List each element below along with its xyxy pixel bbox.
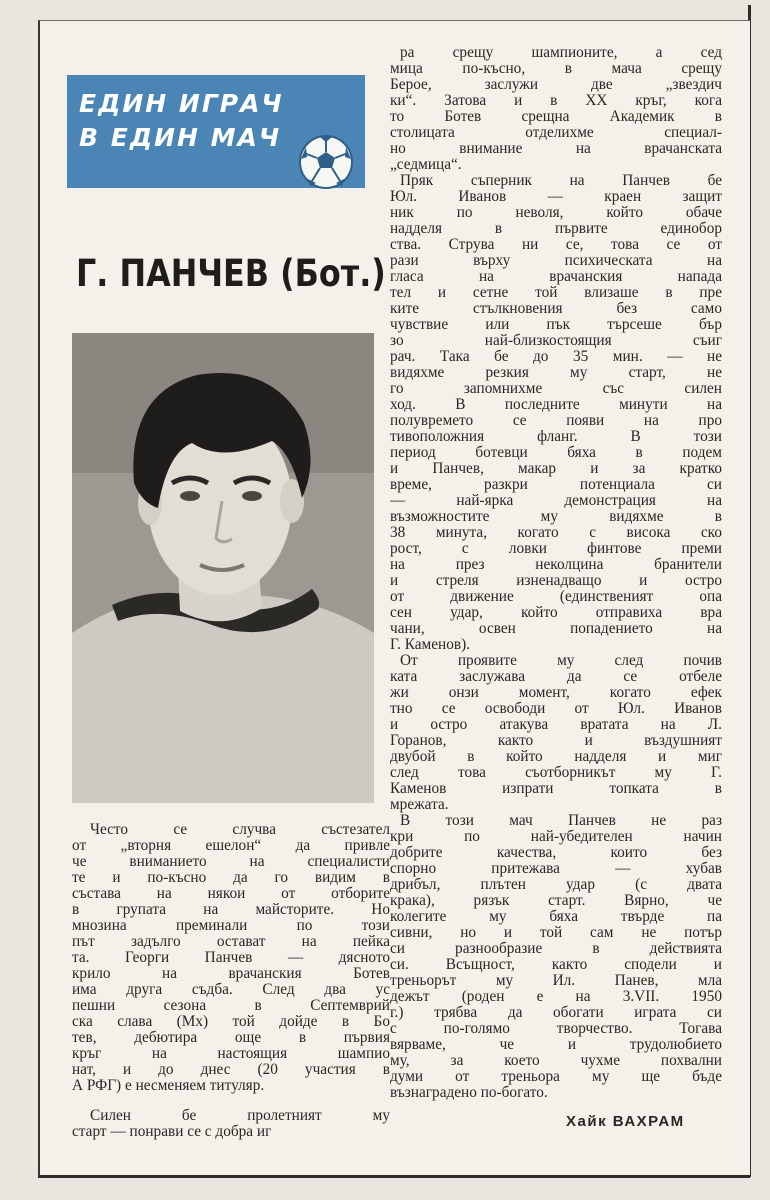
article-line: Често се случва състезател <box>90 822 390 838</box>
player-photo <box>72 333 374 803</box>
article-line: Пряк съперник на Панчев бе <box>400 173 722 189</box>
article-line: двубой в който надделя и миг <box>390 749 722 765</box>
article-paragraph <box>390 45 722 173</box>
article-line: тивоположния фланг. В този <box>390 429 722 445</box>
article-line: полувремето се появи на про <box>390 413 722 429</box>
article-line: то Ботев срещна Академик в <box>390 109 722 125</box>
article-line: че вниманието на специалисти <box>72 854 390 870</box>
article-line: тел и сетне той влизаше в пре <box>390 285 722 301</box>
article-line: А РФГ) е несменяем титуляр. <box>72 1078 265 1094</box>
article-line: спорно притежава — хубав <box>390 861 722 877</box>
rubric-line-1: ЕДИН ИГРАЧ <box>79 89 284 118</box>
article-line: ките стълкновения без само <box>390 301 722 317</box>
article-line: си разнообразие в действията <box>390 941 722 957</box>
article-line: с по-голямо творчество. Тогава <box>390 1021 722 1037</box>
article-line: ра срещу шампионите, а сед <box>400 45 722 61</box>
article-line: крака), рязък старт. Вярно, че <box>390 893 722 909</box>
article-line: крило на врачанския Ботев <box>72 966 390 982</box>
football-icon <box>297 133 355 191</box>
article-line: вярваме, че и трудолюбието <box>390 1037 722 1053</box>
article-line: ход. В последните минути на <box>390 397 722 413</box>
article-line: възможностите му видяхме в <box>390 509 722 525</box>
article-line: и остро атакува вратата на Л. <box>390 717 722 733</box>
article-paragraph <box>72 822 390 1094</box>
article-line: кръг на настоящия шампио <box>72 1046 390 1062</box>
article-line: видяхме резкия му старт, не <box>390 365 722 381</box>
player-portrait-image <box>72 333 374 803</box>
article-line: ска слава (Мх) той дойде в Бо <box>72 1014 390 1030</box>
article-line: Силен бе пролетният му <box>90 1108 390 1124</box>
article-paragraph <box>72 1108 390 1140</box>
article-line: та. Георги Панчев — дясното <box>72 950 390 966</box>
article-line: тев, дебютира още в първия <box>72 1030 390 1046</box>
right-text-column <box>390 45 722 1101</box>
article-line: мица по-късно, в мача срещу <box>390 61 722 77</box>
article-line: дежът (роден е на 3.VII. 1950 <box>390 989 722 1005</box>
article-line: мнозина преминали по този <box>72 918 390 934</box>
article-line: ки“. Затова и в XX кръг, кога <box>390 93 722 109</box>
article-paragraph <box>390 653 722 813</box>
article-line: „седмица“. <box>390 157 462 173</box>
article-line: столицата отделихме специал- <box>390 125 722 141</box>
article-line: Юл. Иванов — краен защит <box>390 189 722 205</box>
article-line: на през неколцина бранители <box>390 557 722 573</box>
article-line: тно се освободи от Юл. Иванов <box>390 701 722 717</box>
article-line: възнаградено по-богато. <box>390 1085 548 1101</box>
article-line: зо най-близкостоящия съиг <box>390 333 722 349</box>
article-line: старт — понрави се с добра иг <box>72 1124 272 1140</box>
article-line: Горанов, както и въздушният <box>390 733 722 749</box>
article-line: състава на някои от отборите <box>72 886 390 902</box>
article-line: и Панчев, макар и за кратко <box>390 461 722 477</box>
frame-rule-bottom <box>38 1175 750 1178</box>
article-line: чувствие или пък търсеше бър <box>390 317 722 333</box>
article-line: го запомнихме със силен <box>390 381 722 397</box>
article-line: ката заслужава да се отбеле <box>390 669 722 685</box>
article-line: мрежата. <box>390 797 449 813</box>
article-line: 38 минута, когато с висока ско <box>390 525 722 541</box>
article-line: гласа на врачанския напада <box>390 269 722 285</box>
article-line: време, разкри потенциала си <box>390 477 722 493</box>
article-line: те и по-късно да го видим в <box>72 870 390 886</box>
left-text-column <box>72 822 390 1140</box>
article-line: нат, и до днес (20 участия в <box>72 1062 390 1078</box>
article-line: от „вторня ешелон“ да привле <box>72 838 390 854</box>
article-line: рач. Така бе до 35 мин. — не <box>390 349 722 365</box>
article-line: период ботевци бяха в подем <box>390 445 722 461</box>
article-line: от движение (единственият опа <box>390 589 722 605</box>
article-line: Г. Каменов). <box>390 637 471 653</box>
article-line: ник по неволя, който обаче <box>390 205 722 221</box>
article-line: треньорът му Ил. Панев, мла <box>390 973 722 989</box>
article-line: сивни, но и той сам не потър <box>390 925 722 941</box>
article-line: чани, освен попадението на <box>390 621 722 637</box>
article-paragraph <box>390 173 722 653</box>
article-line: добрите качества, които без <box>390 845 722 861</box>
article-line: в групата на майсторите. Но <box>72 902 390 918</box>
article-line: пешни сезона в Септемврий <box>72 998 390 1014</box>
article-line: От проявите му след почив <box>400 653 722 669</box>
article-line: г.) трябва да обогати играта си <box>390 1005 722 1021</box>
article-line: ства. Струва ни се, това се от <box>390 237 722 253</box>
article-line: път задълго остават на пейка <box>72 934 390 950</box>
player-name-title: Г. ПАНЧЕВ (Бот.) <box>76 252 386 295</box>
article-line: думи от треньора му ще бъде <box>390 1069 722 1085</box>
article-line: колегите му бяха твърде па <box>390 909 722 925</box>
article-line: има друга съдба. След два ус <box>72 982 390 998</box>
article-line: жи онзи момент, когато ефек <box>390 685 722 701</box>
article-line: В този мач Панчев не раз <box>400 813 722 829</box>
article-line: — най-ярка демонстрация на <box>390 493 722 509</box>
article-line: кри по най-убедителен начин <box>390 829 722 845</box>
article-paragraph <box>390 813 722 1101</box>
article-line: си. Всъщност, както сподели и <box>390 957 722 973</box>
article-line: но внимание на врачанската <box>390 141 722 157</box>
article-line: сен удар, който отправиха вра <box>390 605 722 621</box>
rubric-line-2: В ЕДИН МАЧ <box>79 123 282 152</box>
article-line: рази върху психическата на <box>390 253 722 269</box>
author-signature: Хайк ВАХРАМ <box>566 1113 685 1130</box>
article-line: Каменов изпрати топката в <box>390 781 722 797</box>
article-line: след това съотборникът му Г. <box>390 765 722 781</box>
rubric-heading <box>67 75 365 188</box>
article-line: и стреля изненадващо и остро <box>390 573 722 589</box>
article-line: рост, с ловки финтове преми <box>390 541 722 557</box>
article-line: надделя в първите единобор <box>390 221 722 237</box>
article-line: му, за което чухме похвални <box>390 1053 722 1069</box>
article-line: Берое, заслужи две „звездич <box>390 77 722 93</box>
article-line: дрибъл, плътен удар (с двата <box>390 877 722 893</box>
